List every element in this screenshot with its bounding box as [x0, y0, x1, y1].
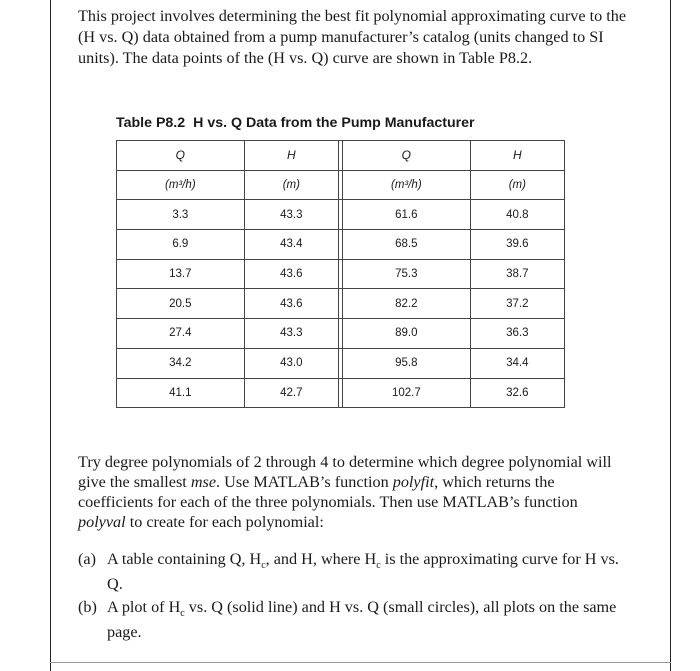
polyval-function: polyval [78, 513, 126, 531]
table-cell: 37.2 [470, 289, 564, 319]
body-text-segment: . Use MATLAB’s function [216, 473, 393, 491]
body-text-segment: to create for each polynomial: [125, 513, 324, 531]
polyfit-function: polyfit [392, 473, 435, 491]
table-row [117, 259, 565, 289]
header-cell: Q [117, 141, 245, 171]
table-cell: 43.0 [244, 348, 338, 378]
item-text: is the approximating curve for H vs. Q. [107, 550, 619, 594]
table-cell: 34.2 [117, 348, 245, 378]
task-list [78, 550, 626, 646]
table-label: Table P8.2 [116, 115, 186, 131]
subscript: c [261, 560, 266, 572]
unit-cell: (m³/h) [343, 170, 471, 200]
item-text: , and H, where H [265, 550, 377, 568]
table-cell: 43.6 [244, 289, 338, 319]
table-cell: 95.8 [343, 348, 471, 378]
table-cell: 38.7 [470, 259, 564, 289]
table-row [117, 230, 565, 260]
item-text: vs. Q (solid line) and H vs. Q (small circles), all plots on the same page. [107, 598, 617, 642]
table-cell: 27.4 [117, 319, 245, 349]
header-cell: H [470, 141, 564, 171]
data-table [116, 140, 565, 408]
item-text: A table containing Q, H [107, 550, 262, 568]
item-marker: (b) [78, 598, 97, 617]
unit-cell: (m) [470, 170, 564, 200]
table-header-row [117, 141, 565, 171]
page-border-bottom [50, 662, 671, 663]
page-border-left [50, 0, 51, 671]
table-cell: 42.7 [244, 378, 338, 408]
body-text-segment: , which returns the coefficients for each of the three polynomials. Then use MATLAB’s function [78, 473, 578, 511]
table-cell: 75.3 [343, 259, 471, 289]
page-border-right [670, 0, 671, 671]
unit-cell: (m³/h) [117, 170, 245, 200]
table-row [117, 378, 565, 408]
table-units-row [117, 170, 565, 200]
table-cell: 13.7 [117, 259, 245, 289]
instructions-paragraph [78, 452, 626, 532]
table-cell: 41.1 [117, 378, 245, 408]
task-item-a [78, 550, 626, 594]
table-cell: 82.2 [343, 289, 471, 319]
table-caption [116, 115, 475, 131]
table-cell: 36.3 [470, 319, 564, 349]
unit-cell: (m) [244, 170, 338, 200]
intro-paragraph: This project involves determining the best fit polynomial approximating curve to the (H vs. Q) data obtained from a pump manufacturer’s catalog (units changed to SI units). The data points of the (H vs. Q) curve are shown in Table P8.2. [78, 7, 627, 67]
table-cell: 43.6 [244, 259, 338, 289]
table-title: H vs. Q Data from the Pump Manufacturer [193, 115, 475, 131]
table-row [117, 348, 565, 378]
table-cell: 39.6 [470, 230, 564, 260]
table-cell: 34.4 [470, 348, 564, 378]
table-cell: 43.3 [244, 200, 338, 230]
table-cell: 3.3 [117, 200, 245, 230]
table-cell: 40.8 [470, 200, 564, 230]
table-cell: 43.3 [244, 319, 338, 349]
header-cell: H [244, 141, 338, 171]
table-row [117, 319, 565, 349]
item-marker: (a) [78, 550, 96, 568]
header-cell: Q [343, 141, 471, 171]
table-cell: 102.7 [343, 378, 471, 408]
table-cell: 20.5 [117, 289, 245, 319]
table-cell: 68.5 [343, 230, 471, 260]
table-row [117, 289, 565, 319]
body-text-segment: Try degree polynomials of 2 through 4 to determine which degree polynomial will give the smallest [78, 453, 612, 491]
subscript: c [376, 560, 381, 572]
table-cell: 43.4 [244, 230, 338, 260]
item-text: A plot of H [107, 598, 181, 617]
table-row [117, 200, 565, 230]
table-cell: 6.9 [117, 230, 245, 260]
mse-term: mse [190, 473, 217, 491]
table-cell: 32.6 [470, 378, 564, 408]
table-cell: 61.6 [343, 200, 471, 230]
task-item-b [78, 598, 626, 642]
table-cell: 89.0 [343, 319, 471, 349]
subscript: c [180, 608, 185, 620]
